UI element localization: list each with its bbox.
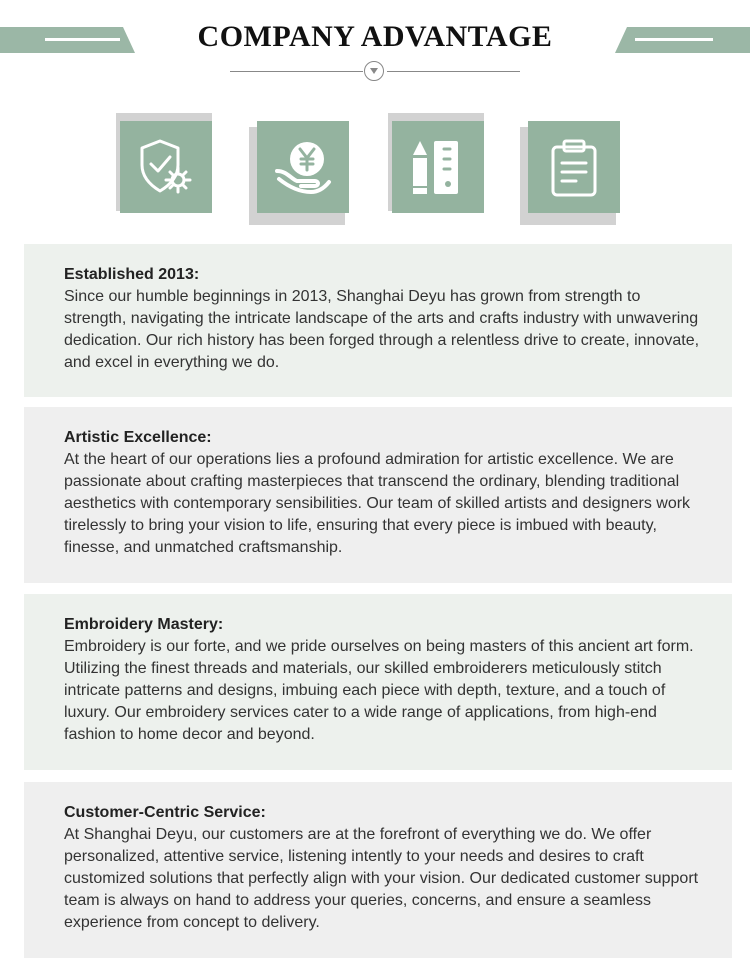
- section-card-embroidery-mastery: [24, 594, 732, 770]
- section-body: At Shanghai Deyu, our customers are at the forefront of everything we do. We offer personalized, attentive service, listening intently to your needs and desires to craft customized solutions that perfectly align with your vision. Our dedicated customer support team is always on hand to address your queries, concerns, and ensure a seamless experience from concept to delivery.: [64, 826, 699, 931]
- icon-tile-4: [520, 121, 620, 221]
- section-body: Embroidery is our forte, and we pride ourselves on being masters of this ancient art form. Utilizing the finest threads and materials, our skilled embroiderers meticulously stitch intricate patterns and designs, imbuing each piece with depth, texture, and a touch of luxury. Our embroidery services cater to a wide range of applications, from high-end fashion to home decor and beyond.: [64, 638, 694, 743]
- title-divider-left: [230, 71, 363, 72]
- section-heading: Customer-Centric Service:: [64, 804, 266, 821]
- icon-tile-3: [384, 113, 484, 213]
- icon-tile-1: [112, 113, 212, 213]
- section-body: At the heart of our operations lies a profound admiration for artistic excellence. We are passionate about crafting masterpieces that transcend the ordinary, blending traditional aesthetics with contemporary sensibilities. Our team of skilled artists and designers work tirelessly to bring your vision to life, ensuring that every piece is imbued with beauty, finesse, and unmatched craftsmanship.: [64, 451, 691, 556]
- section-card-established: [24, 244, 732, 397]
- section-card-artistic-excellence: [24, 407, 732, 583]
- yen-coin-hand-icon: [257, 121, 349, 213]
- shield-check-gear-icon: [120, 121, 212, 213]
- icon-tile-2: [249, 121, 349, 221]
- page-title: COMPANY ADVANTAGE: [197, 20, 553, 53]
- clipboard-icon: [528, 121, 620, 213]
- pencil-ruler-icon: [392, 121, 484, 213]
- section-card-customer-centric-service: [24, 782, 732, 958]
- section-heading: Established 2013:: [64, 266, 200, 283]
- section-heading: Embroidery Mastery:: [64, 616, 224, 633]
- section-body: Since our humble beginnings in 2013, Shanghai Deyu has grown from strength to strength, navigating the intricate landscape of the arts and crafts industry with unwavering dedication. Our rich history has been forged through a relentless drive to create, innovate, and excel in everything we do.: [64, 288, 700, 371]
- chevron-down-icon: [364, 61, 384, 81]
- section-heading: Artistic Excellence:: [64, 429, 212, 446]
- title-divider-right: [387, 71, 520, 72]
